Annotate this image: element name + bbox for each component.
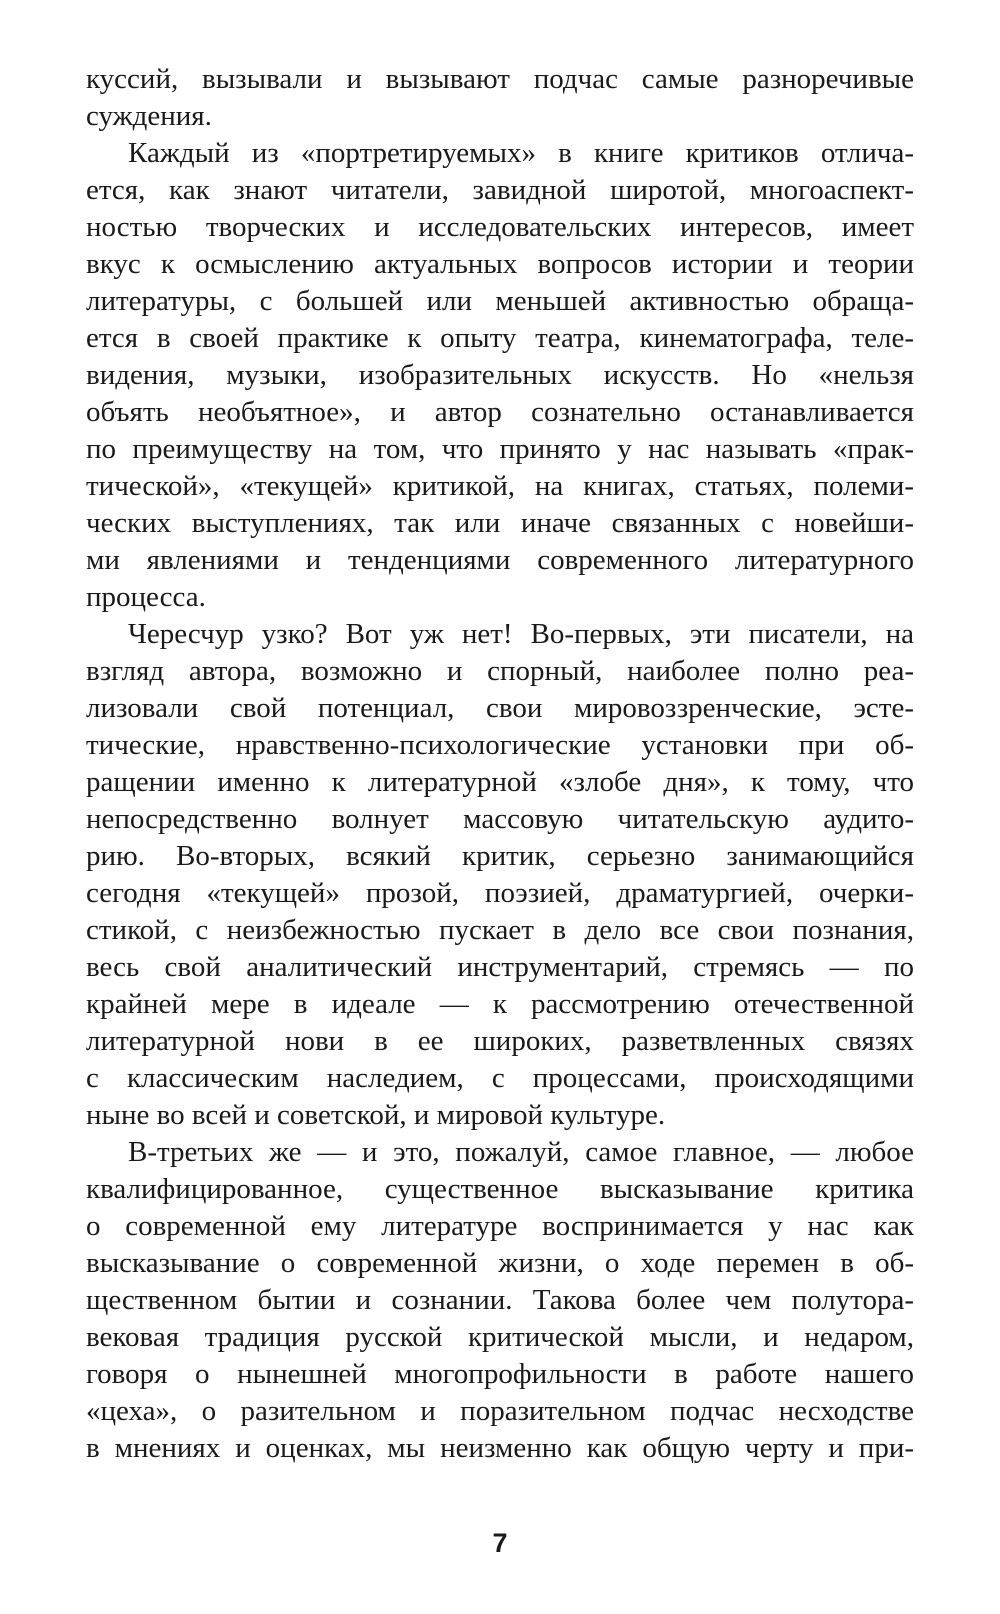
page-number: 7	[492, 1528, 508, 1558]
text-line: в мнениях и оценках, мы неизменно как общую черту и при-	[86, 1432, 914, 1464]
text-line: Каждый из «портретируемых» в книге критиков отлича-	[128, 137, 914, 169]
text-line: лизовали свой потенциал, свои мировоззренческие, эсте-	[86, 692, 914, 724]
text-line: литературной нови в ее широких, разветвленных связях	[86, 1025, 914, 1057]
text-line: по преимуществу на том, что принято у нас называть «прак-	[86, 433, 914, 465]
text-line: ется в своей практике к опыту театра, кинематографа, теле-	[86, 322, 914, 354]
text-line: Чересчур узко? Вот уж нет! Во-первых, эти писатели, на	[128, 618, 914, 650]
text-line: с классическим наследием, с процессами, происходящими	[86, 1062, 914, 1094]
text-line: говоря о нынешней многопрофильности в работе нашего	[86, 1358, 914, 1390]
text-line: квалифицированное, существенное высказывание критика	[86, 1173, 914, 1205]
text-line: вкус к осмыслению актуальных вопросов истории и теории	[86, 248, 914, 280]
text-line: весь свой аналитический инструментарий, стремясь — по	[86, 951, 914, 983]
text-line: тические, нравственно-психологические установки при об-	[86, 729, 914, 761]
text-line: В-третьих же — и это, пожалуй, самое главное, — любое	[128, 1136, 914, 1168]
text-line: объять необъятное», и автор сознательно останавливается	[86, 396, 914, 428]
text-line: тической», «текущей» критикой, на книгах, статьях, полеми-	[86, 470, 914, 502]
text-line: о современной ему литературе воспринимается у нас как	[86, 1210, 914, 1242]
text-line: стикой, с неизбежностью пускает в дело все свои познания,	[86, 914, 914, 946]
text-line: суждения.	[86, 100, 212, 132]
text-line: взгляд автора, возможно и спорный, наиболее полно реа-	[86, 655, 914, 687]
text-line: сегодня «текущей» прозой, поэзией, драматургией, очерки-	[86, 877, 914, 909]
text-line: ностью творческих и исследовательских интересов, имеет	[86, 211, 914, 243]
text-line: ется, как знают читатели, завидной широтой, многоаспект-	[86, 174, 914, 206]
text-line: ми явлениями и тенденциями современного литературного	[86, 544, 914, 576]
text-line: ческих выступлениях, так или иначе связанных с новейши-	[86, 507, 914, 539]
text-line: высказывание о современной жизни, о ходе перемен в об-	[86, 1247, 914, 1279]
text-line: вековая традиция русской критической мысли, и недаром,	[86, 1321, 914, 1353]
text-line: щественном бытии и сознании. Такова более чем полутора-	[86, 1284, 914, 1316]
text-line: крайней мере в идеале — к рассмотрению отечественной	[86, 988, 914, 1020]
text-line: видения, музыки, изобразительных искусств. Но «нельзя	[86, 359, 914, 391]
text-line: литературы, с большей или меньшей активностью обраща-	[86, 285, 914, 317]
text-line: непосредственно волнует массовую читательскую аудито-	[86, 803, 914, 835]
text-line: ныне во всей и советской, и мировой культуре.	[86, 1099, 666, 1131]
text-line: «цеха», о разительном и поразительном подчас несходстве	[86, 1395, 914, 1427]
text-line: ращении именно к литературной «злобе дня», к тому, что	[86, 766, 914, 798]
text-line: куссий, вызывали и вызывают подчас самые разноречивые	[86, 63, 914, 95]
text-line: процесса.	[86, 581, 206, 613]
page-body	[86, 61, 914, 1467]
text-line: рию. Во-вторых, всякий критик, серьезно занимающийся	[86, 840, 914, 872]
